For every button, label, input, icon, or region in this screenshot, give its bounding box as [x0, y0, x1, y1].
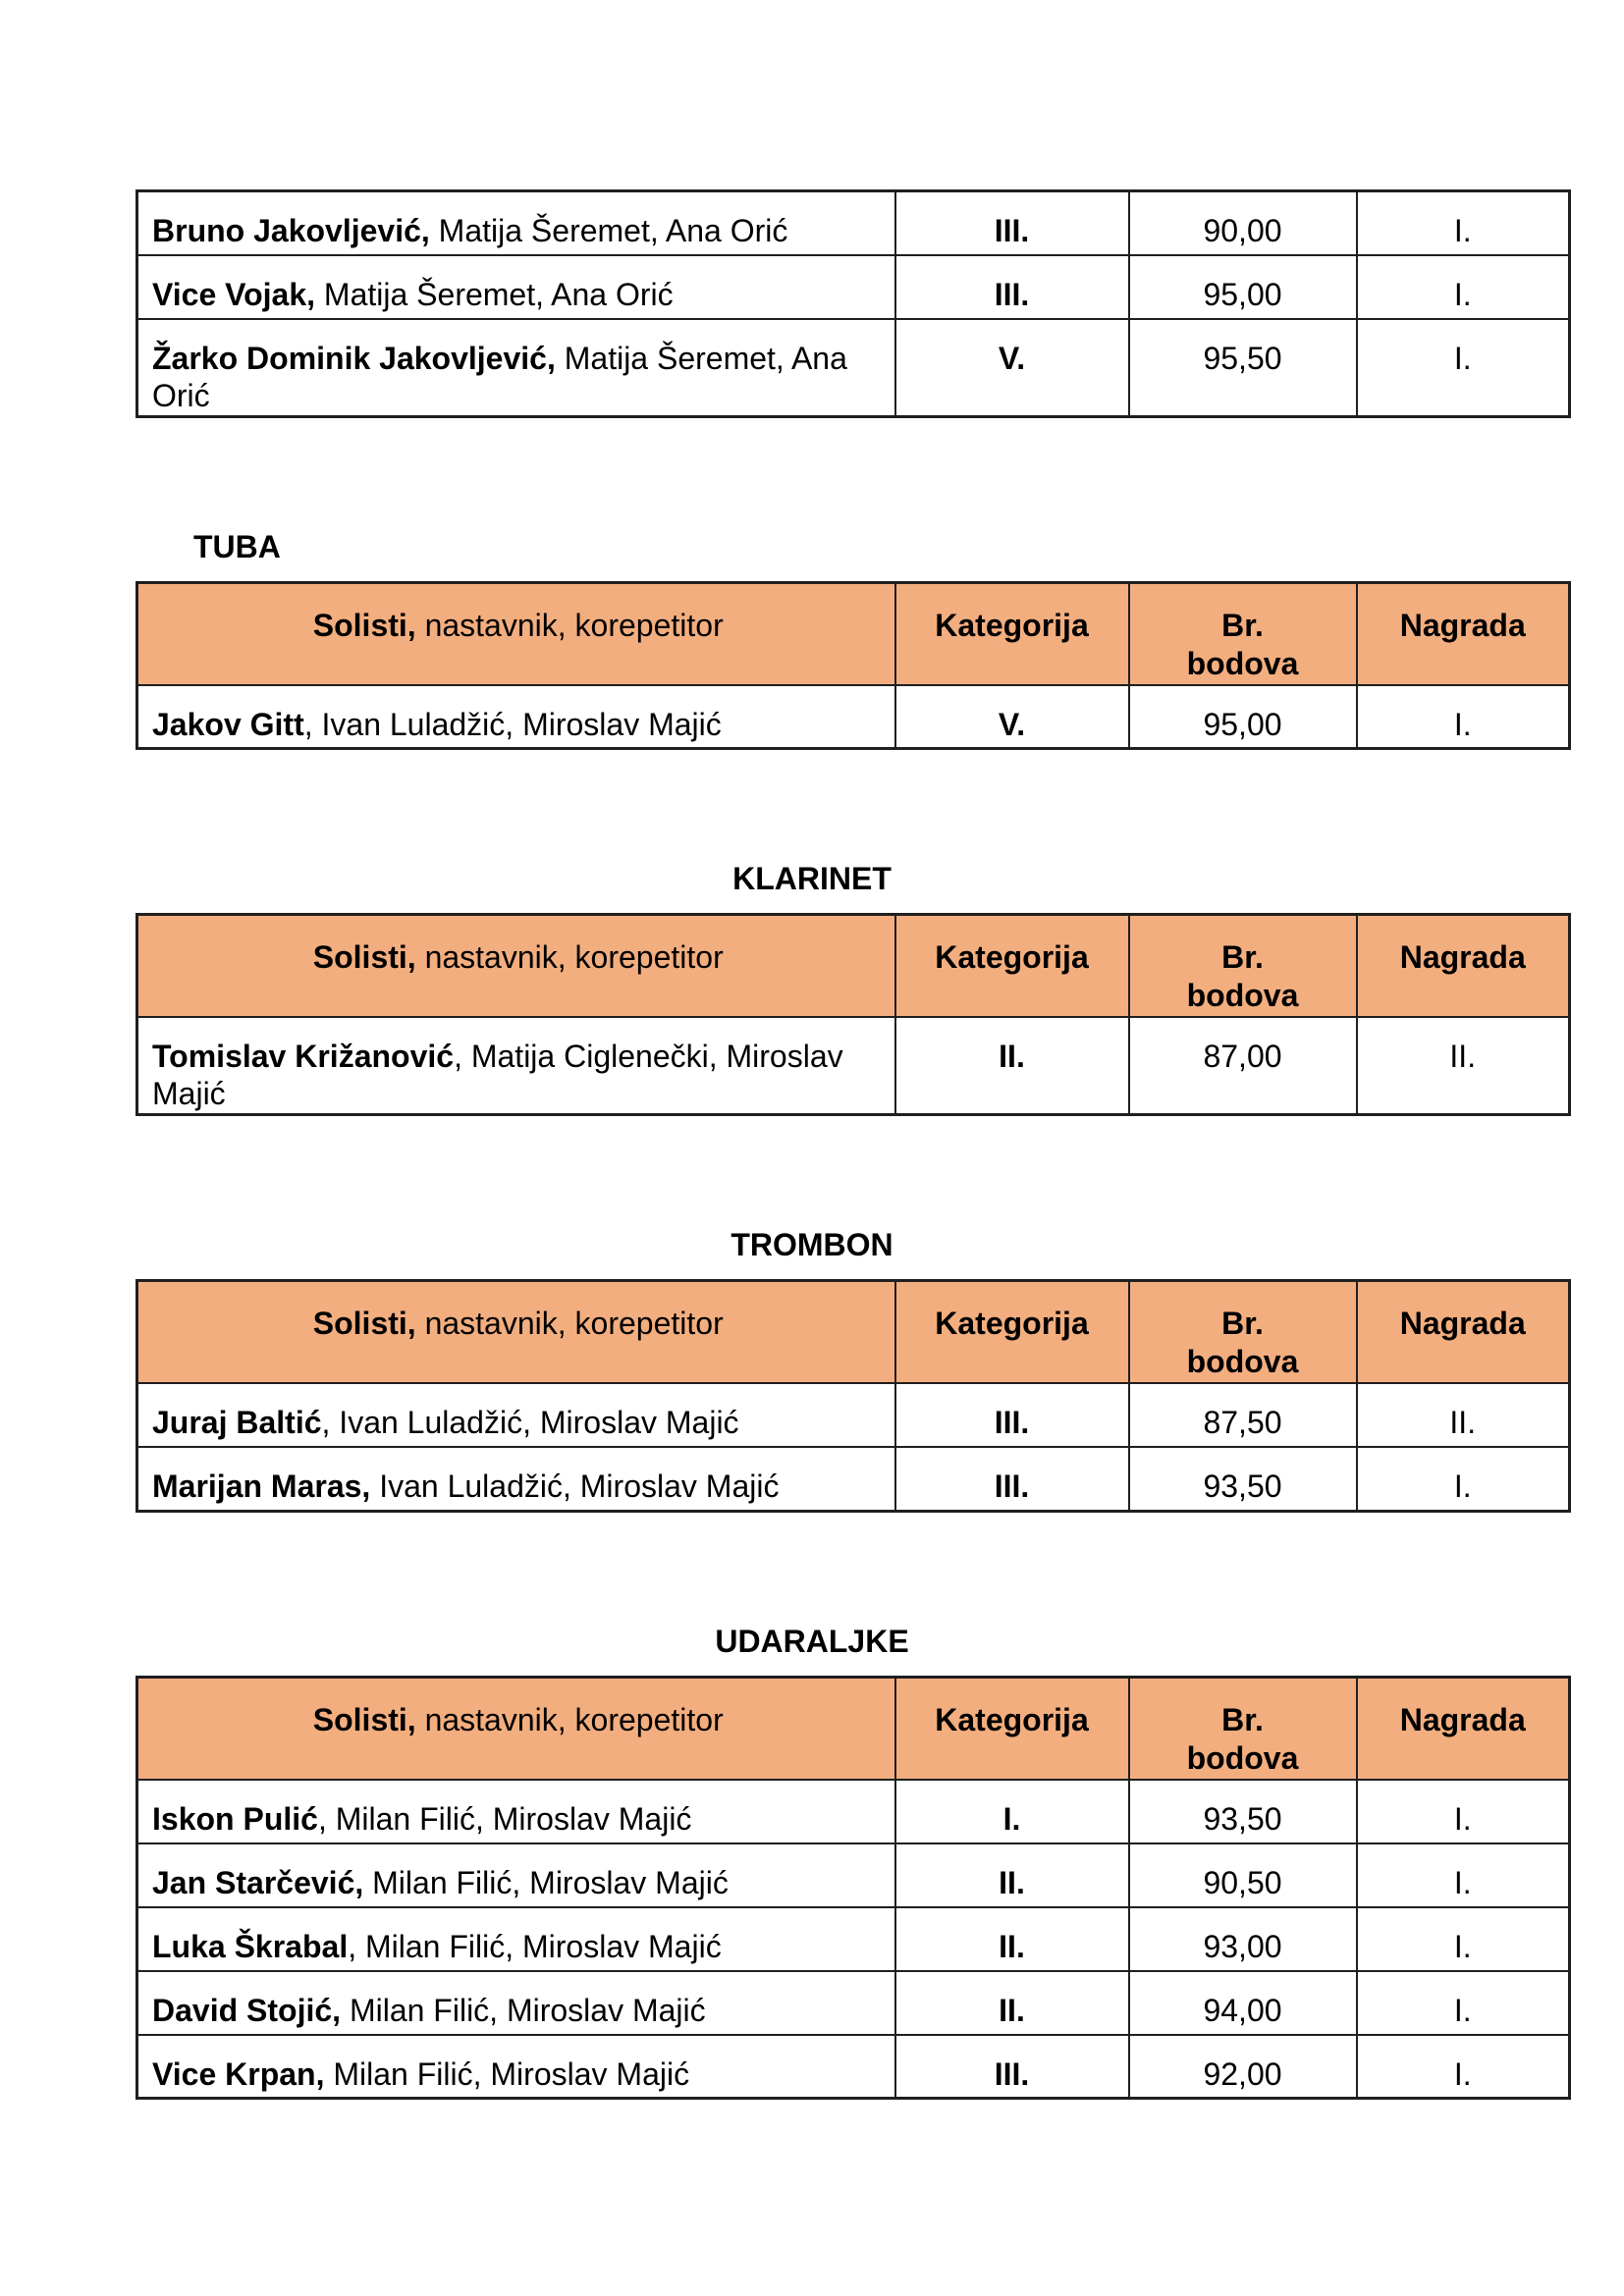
soloist-name: Vice Vojak, — [152, 276, 316, 312]
soloist-collaborators: Ivan Luladžić, Miroslav Majić — [370, 1468, 780, 1504]
header-solisti-rest: nastavnik, korepetitor — [415, 607, 724, 643]
results-table-tuba — [135, 581, 1571, 751]
column-header-br-bodova — [1129, 915, 1357, 1018]
points-cell: 90,00 — [1129, 191, 1357, 255]
table-row — [137, 1971, 1570, 2035]
soloist-cell — [137, 1843, 895, 1907]
soloist-name: Tomislav Križanović — [152, 1039, 455, 1074]
category-cell: III. — [895, 1447, 1129, 1511]
soloist-collaborators: Milan Filić, Miroslav Majić — [363, 1864, 729, 1900]
table-row — [137, 1843, 1570, 1907]
points-cell: 87,00 — [1129, 1017, 1357, 1115]
points-cell: 95,50 — [1129, 319, 1357, 417]
column-header-solisti — [137, 915, 895, 1018]
soloist-cell — [137, 1780, 895, 1843]
points-cell: 95,00 — [1129, 255, 1357, 319]
points-cell: 92,00 — [1129, 2035, 1357, 2099]
soloist-collaborators: , Matija Ciglenečki, Miroslav Majić — [152, 1039, 843, 1111]
soloist-name: Juraj Baltić — [152, 1405, 322, 1440]
soloist-cell — [137, 255, 895, 319]
soloist-name: Vice Krpan, — [152, 2056, 325, 2092]
table-row — [137, 1907, 1570, 1971]
column-header-nagrada: Nagrada — [1357, 915, 1570, 1018]
soloist-collaborators: Milan Filić, Miroslav Majić — [341, 1992, 706, 2028]
section-title-klarinet: KLARINET — [732, 861, 892, 896]
soloist-cell — [137, 1383, 895, 1447]
header-solisti-bold: Solisti, — [312, 607, 416, 643]
column-header-kategorija: Kategorija — [895, 582, 1129, 685]
header-br-line2: bodova — [1186, 978, 1299, 1013]
header-solisti-bold: Solisti, — [312, 1701, 416, 1737]
soloist-name: Marijan Maras, — [152, 1468, 371, 1504]
soloist-name: Iskon Pulić — [152, 1800, 318, 1837]
column-header-nagrada: Nagrada — [1357, 1281, 1570, 1384]
soloist-cell — [137, 2035, 895, 2099]
soloist-name: Žarko Dominik Jakovljević, — [152, 340, 556, 376]
table-row — [137, 1017, 1570, 1115]
column-header-solisti — [137, 1281, 895, 1384]
results-table-continuation — [135, 189, 1571, 418]
points-cell: 94,00 — [1129, 1971, 1357, 2035]
category-cell: II. — [895, 1843, 1129, 1907]
soloist-cell — [137, 685, 895, 749]
soloist-collaborators: , Ivan Luladžić, Miroslav Majić — [303, 706, 722, 742]
table-row — [137, 1383, 1570, 1447]
results-table-trombon — [135, 1279, 1571, 1513]
header-br-line2: bodova — [1186, 645, 1299, 681]
soloist-collaborators: Milan Filić, Miroslav Majić — [324, 2056, 690, 2092]
table-header-row — [137, 1281, 1570, 1384]
header-br-line1: Br. — [1221, 1306, 1264, 1341]
category-cell: V. — [895, 685, 1129, 749]
header-solisti-bold: Solisti, — [312, 1306, 416, 1341]
header-solisti-rest: nastavnik, korepetitor — [415, 1701, 724, 1737]
header-solisti-bold: Solisti, — [312, 939, 416, 975]
soloist-name: Luka Škrabal — [152, 1928, 349, 1964]
points-cell: 93,50 — [1129, 1780, 1357, 1843]
table-row — [137, 1780, 1570, 1843]
column-header-nagrada: Nagrada — [1357, 582, 1570, 685]
table-header-row — [137, 915, 1570, 1018]
header-solisti-rest: nastavnik, korepetitor — [415, 939, 724, 975]
award-cell: I. — [1357, 1907, 1570, 1971]
header-br-line1: Br. — [1221, 607, 1264, 643]
award-cell: I. — [1357, 255, 1570, 319]
soloist-collaborators: Matija Šeremet, Ana Orić — [152, 340, 847, 413]
award-cell: I. — [1357, 1971, 1570, 2035]
soloist-collaborators: , Milan Filić, Miroslav Majić — [317, 1800, 692, 1837]
award-cell: I. — [1357, 1780, 1570, 1843]
column-header-kategorija: Kategorija — [895, 1677, 1129, 1780]
table-row — [137, 2035, 1570, 2099]
points-cell: 95,00 — [1129, 685, 1357, 749]
category-cell: III. — [895, 191, 1129, 255]
column-header-kategorija: Kategorija — [895, 1281, 1129, 1384]
table-row — [137, 1447, 1570, 1511]
table-row — [137, 319, 1570, 417]
points-cell: 90,50 — [1129, 1843, 1357, 1907]
table-row — [137, 255, 1570, 319]
table-header-row — [137, 1677, 1570, 1780]
soloist-name: Jan Starčević, — [152, 1864, 364, 1900]
soloist-name: Bruno Jakovljević, — [152, 213, 430, 248]
soloist-cell — [137, 1971, 895, 2035]
soloist-name: David Stojić, — [152, 1992, 342, 2028]
points-cell: 87,50 — [1129, 1383, 1357, 1447]
section-title-tuba: TUBA — [193, 528, 281, 564]
category-cell: II. — [895, 1017, 1129, 1115]
results-table-udaraljke — [135, 1676, 1571, 2101]
table-row — [137, 685, 1570, 749]
category-cell: II. — [895, 1971, 1129, 2035]
category-cell: III. — [895, 1383, 1129, 1447]
column-header-kategorija: Kategorija — [895, 915, 1129, 1018]
column-header-solisti — [137, 582, 895, 685]
category-cell: III. — [895, 2035, 1129, 2099]
section-title-trombon: TROMBON — [731, 1227, 893, 1262]
soloist-name: Jakov Gitt — [152, 706, 304, 742]
table-header-row — [137, 582, 1570, 685]
category-cell: I. — [895, 1780, 1129, 1843]
category-cell: III. — [895, 255, 1129, 319]
award-cell: I. — [1357, 1447, 1570, 1511]
award-cell: I. — [1357, 2035, 1570, 2099]
award-cell: I. — [1357, 191, 1570, 255]
section-title-udaraljke: UDARALJKE — [715, 1623, 909, 1659]
header-br-line2: bodova — [1186, 1739, 1299, 1776]
column-header-br-bodova — [1129, 1281, 1357, 1384]
points-cell: 93,00 — [1129, 1907, 1357, 1971]
soloist-collaborators: , Milan Filić, Miroslav Majić — [348, 1928, 722, 1964]
column-header-br-bodova — [1129, 1677, 1357, 1780]
header-br-line1: Br. — [1221, 939, 1264, 975]
column-header-nagrada: Nagrada — [1357, 1677, 1570, 1780]
soloist-collaborators: , Ivan Luladžić, Miroslav Majić — [321, 1405, 739, 1440]
soloist-cell — [137, 1017, 895, 1115]
soloist-cell — [137, 319, 895, 417]
award-cell: I. — [1357, 319, 1570, 417]
table-row — [137, 191, 1570, 255]
results-table-klarinet — [135, 913, 1571, 1116]
soloist-cell — [137, 191, 895, 255]
award-cell: II. — [1357, 1017, 1570, 1115]
award-cell: I. — [1357, 1843, 1570, 1907]
header-br-line2: bodova — [1186, 1344, 1299, 1379]
soloist-collaborators: Matija Šeremet, Ana Orić — [429, 213, 788, 248]
header-br-line1: Br. — [1221, 1701, 1264, 1737]
soloist-cell — [137, 1447, 895, 1511]
column-header-solisti — [137, 1677, 895, 1780]
award-cell: I. — [1357, 685, 1570, 749]
category-cell: V. — [895, 319, 1129, 417]
header-solisti-rest: nastavnik, korepetitor — [415, 1306, 724, 1341]
column-header-br-bodova — [1129, 582, 1357, 685]
soloist-cell — [137, 1907, 895, 1971]
category-cell: II. — [895, 1907, 1129, 1971]
soloist-collaborators: Matija Šeremet, Ana Orić — [315, 276, 674, 312]
award-cell: II. — [1357, 1383, 1570, 1447]
points-cell: 93,50 — [1129, 1447, 1357, 1511]
